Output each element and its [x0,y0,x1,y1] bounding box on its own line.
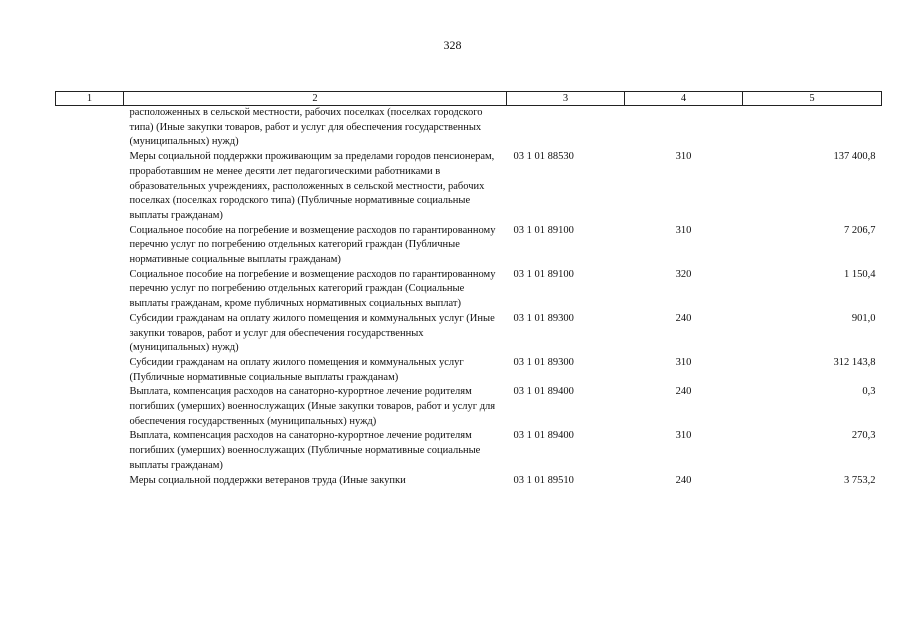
row-spacer [56,224,124,268]
expense-name: Социальное пособие на погребение и возмещение расходов по гарантированному перечню услуг по погребению отдельных категорий граждан (Социальные выплаты гражданам, кроме публичных нормативных социальных выплат) [129,268,496,310]
row-spacer [56,356,124,385]
amount-value: 1 150,4 [844,268,876,280]
column-header-4: 4 [625,92,743,106]
expense-type-code: 310 [675,430,692,442]
expense-type-code: 310 [675,356,692,368]
amount-value: 312 143,8 [833,356,876,368]
table-row [56,356,882,385]
target-article-code: 03 1 01 89300 [513,356,574,368]
table-row [56,312,882,356]
table-row [56,385,882,429]
table-body [56,106,882,489]
row-spacer [56,106,124,151]
target-article-code [507,106,625,151]
table-row [56,429,882,473]
table-header [56,92,882,106]
expense-type-code: 240 [675,386,692,398]
table-row [56,106,882,151]
expense-name: расположенных в сельской местности, рабочих поселках (поселках городского типа) (Иные закупки товаров, работ и услуг для обеспечения государственных (муниципальных) нужд) [129,107,483,148]
target-article-code: 03 1 01 89400 [513,430,574,442]
expense-type-code: 310 [675,224,692,236]
budget-table [55,91,882,488]
amount-value: 901,0 [851,312,876,324]
expense-name: Субсидии гражданам на оплату жилого помещения и коммунальных услуг (Публичные нормативные социальные выплаты гражданам) [129,356,464,383]
expense-name: Выплата, компенсация расходов на санаторно-курортное лечение родителям погибших (умерших) военнослужащих (Иные закупки товаров, работ и услуг для обеспечения государственных (муниципальных) нужд) [129,386,496,427]
column-header-2: 2 [124,92,507,106]
row-spacer [56,429,124,473]
expense-type-code: 240 [675,312,692,324]
target-article-code: 03 1 01 89100 [513,268,574,280]
expense-name: Меры социальной поддержки проживающим за пределами городов пенсионерам, проработавшим не менее десяти лет педагогическими работниками в образовательных учреждениях, расположенных в сельской местности, рабочих поселках (поселках городского типа) (Публичные нормативные социальные выплаты гражданам) [129,151,495,221]
table-row [56,268,882,312]
table-row [56,224,882,268]
amount-value: 270,3 [851,430,876,442]
amount-value: 3 753,2 [844,474,876,486]
target-article-code: 03 1 01 89300 [513,312,574,324]
column-header-5: 5 [743,92,882,106]
row-spacer [56,474,124,489]
table-row [56,474,882,489]
target-article-code: 03 1 01 88530 [513,151,574,163]
expense-type-code: 240 [675,474,692,486]
expense-name: Выплата, компенсация расходов на санаторно-курортное лечение родителям погибших (умерших) военнослужащих (Публичные нормативные социальные выплаты гражданам) [129,430,481,471]
amount-value: 7 206,7 [844,224,876,236]
column-header-3: 3 [507,92,625,106]
expense-type-code: 310 [675,151,692,163]
expense-type-code [625,106,743,151]
page-number: 328 [443,38,462,52]
target-article-code: 03 1 01 89100 [513,224,574,236]
amount-value: 137 400,8 [833,151,876,163]
table-row [56,150,882,224]
expense-name: Социальное пособие на погребение и возмещение расходов по гарантированному перечню услуг по погребению отдельных категорий граждан (Публичные нормативные социальные выплаты гражданам) [129,224,496,266]
row-spacer [56,150,124,224]
expense-type-code: 320 [675,268,692,280]
target-article-code: 03 1 01 89510 [513,474,574,486]
expense-name: Меры социальной поддержки ветеранов труда (Иные закупки [129,474,406,486]
row-spacer [56,268,124,312]
amount-value: 0,3 [862,386,876,398]
column-number-row [56,92,882,106]
expense-name: Субсидии гражданам на оплату жилого помещения и коммунальных услуг (Иные закупки товаров, работ и услуг для обеспечения государственных (муниципальных) нужд) [129,312,495,354]
column-header-1: 1 [56,92,124,106]
row-spacer [56,385,124,429]
target-article-code: 03 1 01 89400 [513,386,574,398]
amount-value [743,106,882,151]
row-spacer [56,312,124,356]
